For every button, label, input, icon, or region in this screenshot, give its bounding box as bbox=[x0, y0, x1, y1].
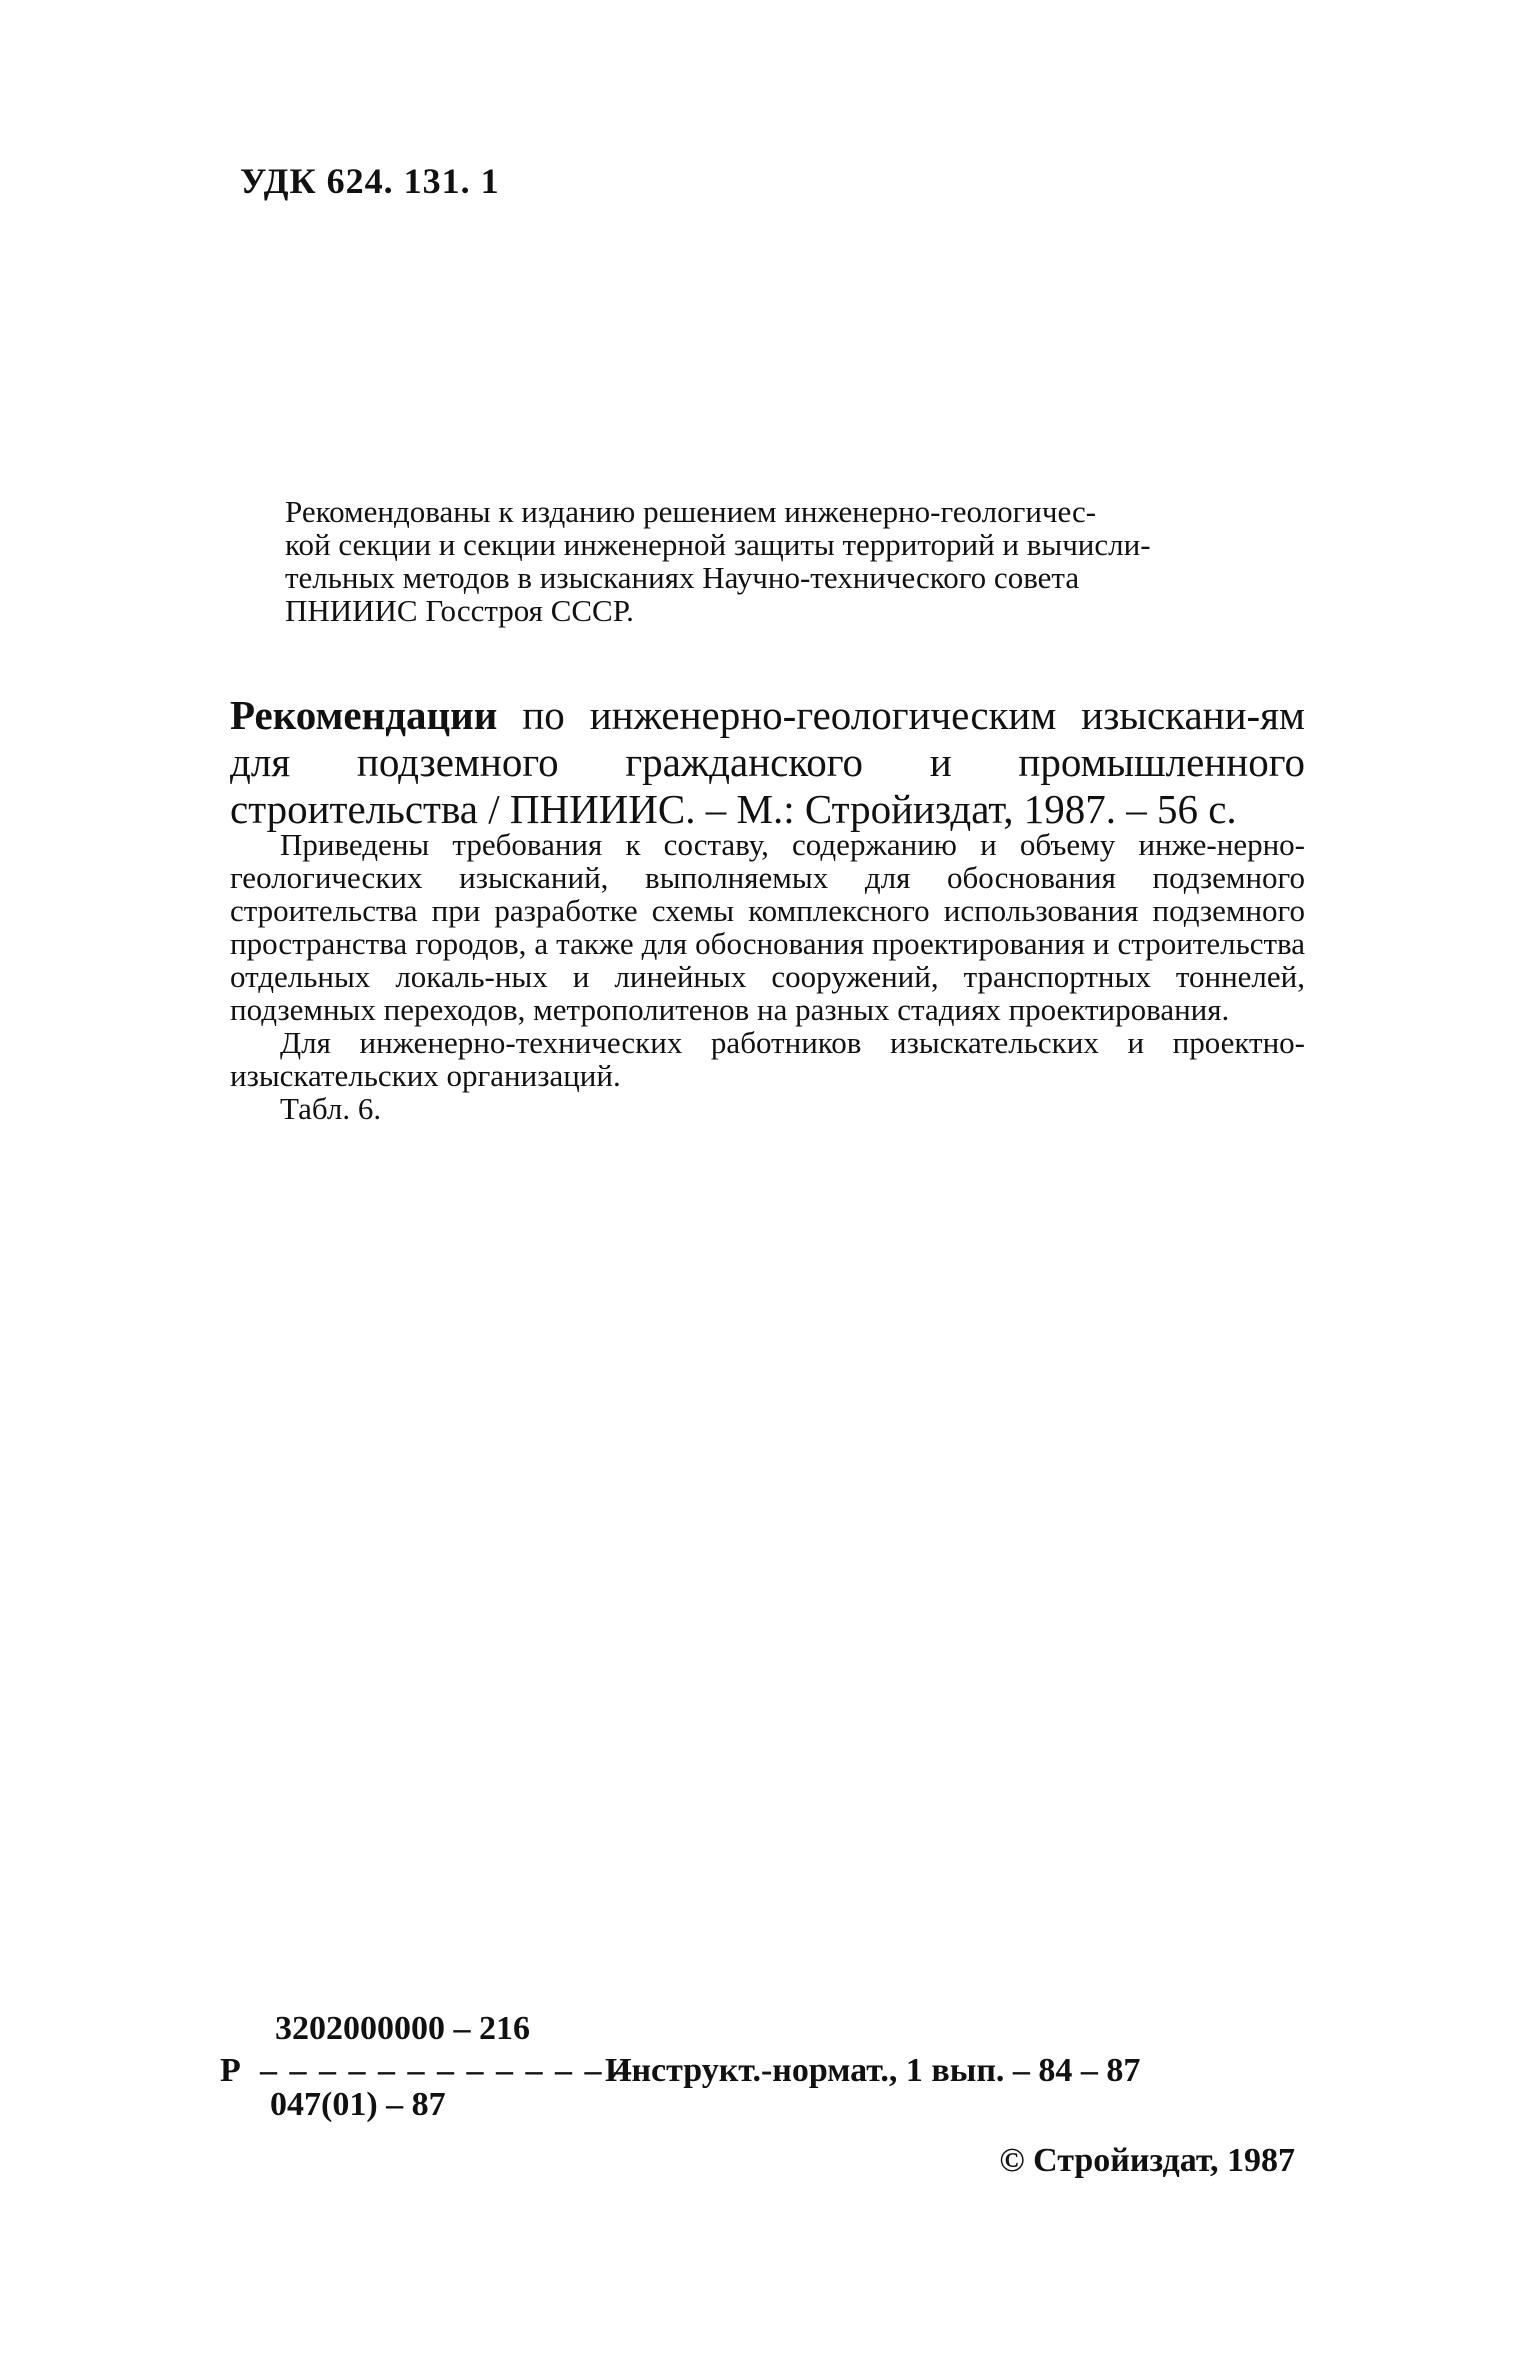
annotation-paragraph-2: Для инженерно-технических работников изыскательских и проектно-изыскательских организаций. bbox=[230, 1025, 1305, 1093]
approval-line: ПНИИИС Госстроя СССР. bbox=[285, 593, 634, 628]
approval-note bbox=[285, 495, 1305, 627]
index-numerator: 3202000000 – 216 bbox=[275, 2010, 530, 2047]
publisher-index bbox=[220, 2010, 1320, 2130]
book-title: Рекомендации bbox=[230, 692, 498, 738]
approval-line: Рекомендованы к изданию решением инженерно-геологичес- bbox=[285, 494, 1097, 529]
index-fraction-line: – – – – – – – – – – – – – bbox=[260, 2052, 633, 2089]
approval-line: кой секции и секции инженерной защиты территорий и вычисли- bbox=[285, 527, 1151, 562]
bibliographic-record bbox=[230, 692, 1305, 833]
approval-line: тельных методов в изысканиях Научно-технического совета bbox=[285, 560, 1080, 595]
annotation-paragraph-1: Приведены требования к составу, содержанию и объему инже-нерно-геологических изысканий, выполняемых для обоснования подземного строительства при разработке схемы комплексного использования подземного пространства городов, а также для обоснования проектирования и строительства отдельных локаль-ных и линейных сооружений, транспортных тоннелей, подземных переходов, метрополитенов на разных стадиях проектирования. bbox=[230, 827, 1305, 1027]
tables-note: Табл. 6. bbox=[280, 1091, 382, 1126]
copyright-notice: © Стройиздат, 1987 bbox=[999, 2142, 1295, 2179]
bibliographic-details: по инженерно-геологическим изыскани-ям для подземного гражданского и промышленного строительства / ПНИИИС. – М.: Стройиздат, 1987. – 56 с. bbox=[230, 692, 1305, 832]
annotation bbox=[230, 828, 1305, 1125]
index-denominator: 047(01) – 87 bbox=[270, 2086, 446, 2123]
index-letter: Р bbox=[220, 2052, 241, 2089]
index-plan-note: Инструкт.-нормат., 1 вып. – 84 – 87 bbox=[605, 2052, 1141, 2089]
udk-code: УДК 624. 131. 1 bbox=[240, 161, 500, 201]
